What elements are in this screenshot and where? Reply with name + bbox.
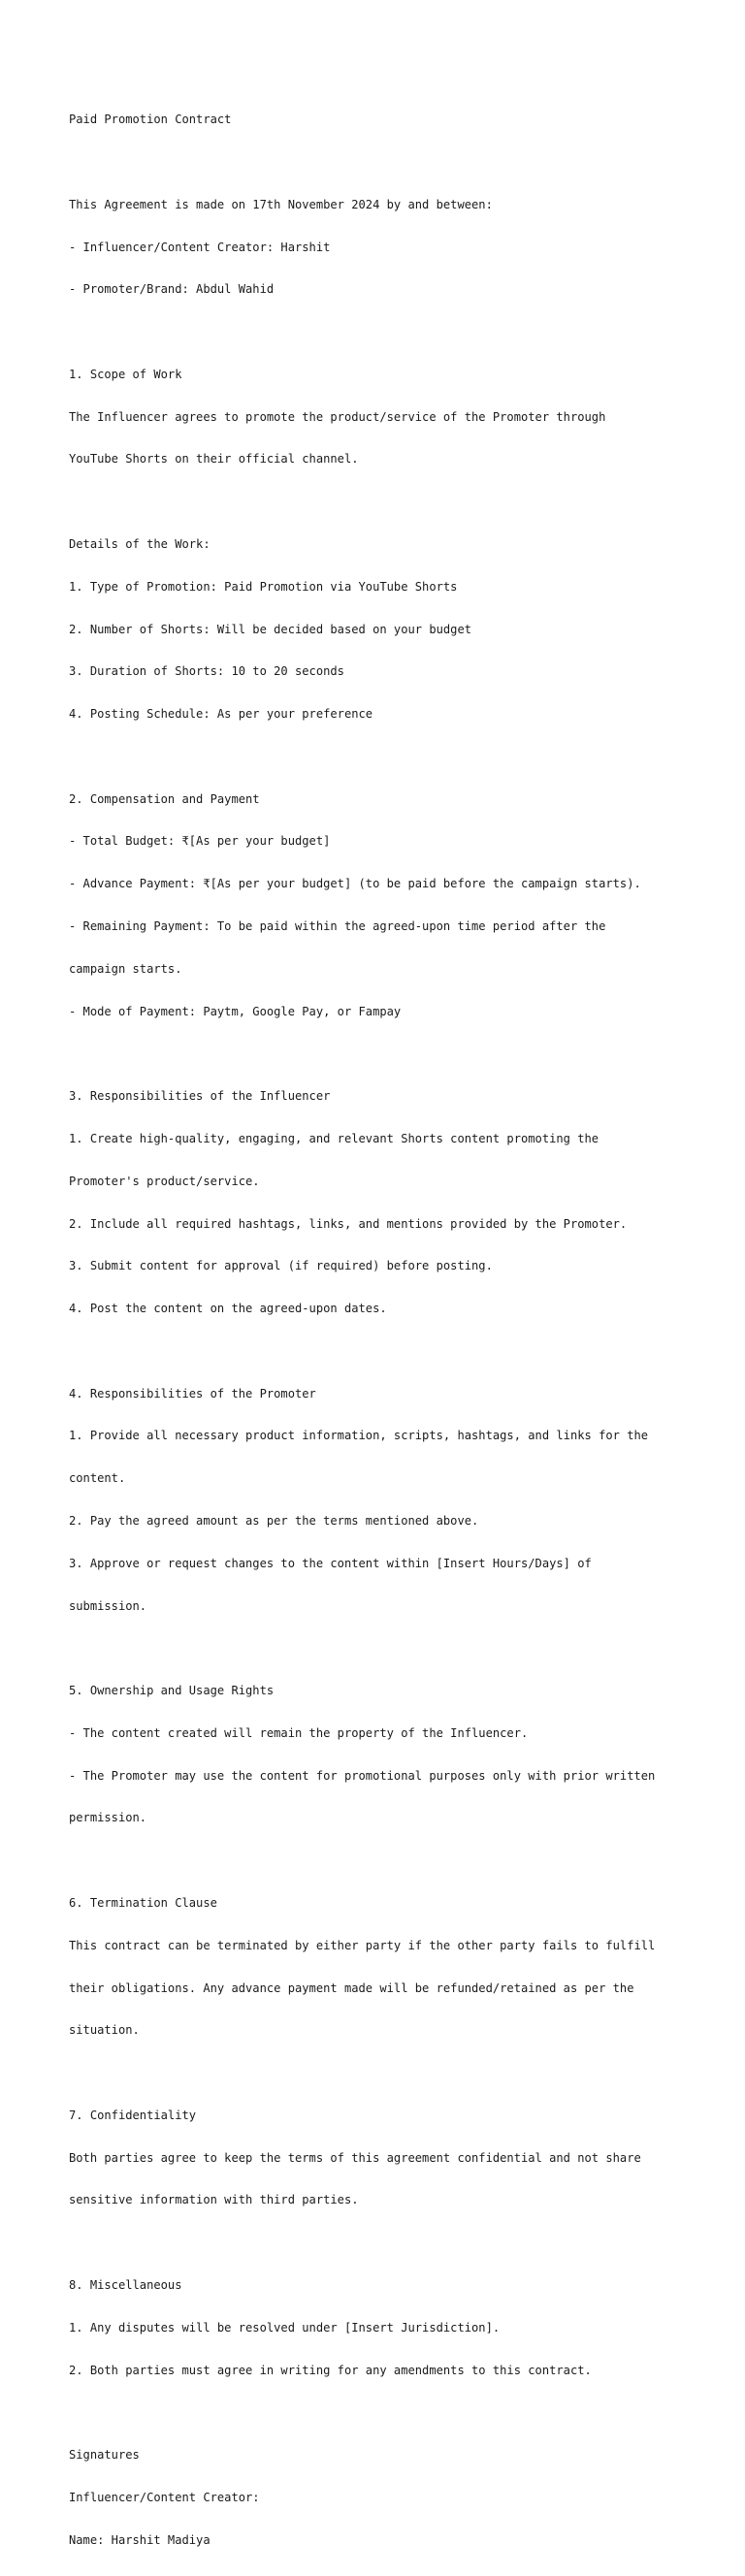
section-heading-scope: 1. Scope of Work [69,367,182,381]
list-item: - Advance Payment: ₹[As per your budget] (to be paid before the campaign starts). [69,877,641,891]
section-heading-confidentiality: 7. Confidentiality [69,2108,197,2122]
list-item: 3. Submit content for approval (if required) before posting. [69,1259,493,1273]
list-item: 1. Type of Promotion: Paid Promotion via YouTube Shorts [69,579,458,594]
paragraph-line: The Influencer agrees to promote the product/service of the Promoter through [69,409,606,424]
blank-line [69,2236,709,2250]
paragraph-line: Both parties agree to keep the terms of this agreement confidential and not share [69,2150,641,2165]
blank-line [69,2066,709,2080]
list-item: 1. Any disputes will be resolved under [Insert Jurisdiction]. [69,2320,501,2334]
agreement-intro: This Agreement is made on 17th November 2024 by and between: [69,197,493,211]
section-heading-promoter: 4. Responsibilities of the Promoter [69,1386,316,1401]
list-item: - Remaining Payment: To be paid within the agreed-upon time period after the [69,919,606,934]
blank-line [69,1344,709,1359]
list-item: - The content created will remain the property of the Influencer. [69,1725,529,1740]
section-heading-miscellaneous: 8. Miscellaneous [69,2278,182,2293]
list-item: - Mode of Payment: Paytm, Google Pay, or Fampay [69,1004,402,1018]
list-item: 2. Number of Shorts: Will be decided based on your budget [69,622,472,636]
party-promoter: - Promoter/Brand: Abdul Wahid [69,282,275,297]
blank-line [69,155,709,170]
blank-line [69,495,709,509]
list-item: - The Promoter may use the content for promotional purposes only with prior written [69,1768,656,1783]
party-influencer: - Influencer/Content Creator: Harshit [69,240,331,254]
list-item-continuation: Promoter's product/service. [69,1174,260,1188]
section-heading-termination: 6. Termination Clause [69,1896,217,1910]
list-item: 2. Both parties must agree in writing for any amendments to this contract. [69,2363,592,2377]
list-item: - Total Budget: ₹[As per your budget] [69,834,331,849]
blank-line [69,1046,709,1061]
section-heading-compensation: 2. Compensation and Payment [69,791,260,806]
list-item-continuation: permission. [69,1811,147,1825]
paragraph-line: situation. [69,2023,140,2038]
list-item-continuation: content. [69,1471,126,1486]
signature-name: Name: Harshit Madiya [69,2532,211,2547]
list-item: 3. Approve or request changes to the content within [Insert Hours/Days] of [69,1556,592,1570]
paragraph-line: YouTube Shorts on their official channel. [69,452,359,467]
list-item-continuation: campaign starts. [69,961,182,976]
blank-line [69,2405,709,2420]
list-item: 2. Pay the agreed amount as per the terms mentioned above. [69,1513,479,1528]
list-item-continuation: submission. [69,1598,147,1613]
section-heading-signatures: Signatures [69,2448,140,2463]
subsection-heading-details: Details of the Work: [69,537,211,551]
signature-role: Influencer/Content Creator: [69,2490,260,2504]
blank-line [69,325,709,339]
list-item: 2. Include all required hashtags, links, and mentions provided by the Promoter. [69,1216,628,1231]
list-item: 4. Post the content on the agreed-upon dates. [69,1302,387,1316]
document-title: Paid Promotion Contract [69,113,232,127]
list-item: 3. Duration of Shorts: 10 to 20 seconds [69,664,344,679]
blank-line [69,1641,709,1656]
paragraph-line: sensitive information with third parties. [69,2193,359,2207]
paragraph-line: their obligations. Any advance payment made will be refunded/retained as per the [69,1980,634,1995]
list-item: 4. Posting Schedule: As per your preference [69,707,373,722]
blank-line [69,1853,709,1868]
blank-line [69,750,709,764]
contract-text [69,84,709,2576]
section-heading-influencer: 3. Responsibilities of the Influencer [69,1089,331,1104]
paragraph-line: This contract can be terminated by either party if the other party fails to fulfill [69,1938,656,1952]
list-item: 1. Create high-quality, engaging, and relevant Shorts content promoting the [69,1131,599,1145]
section-heading-ownership: 5. Ownership and Usage Rights [69,1684,275,1698]
list-item: 1. Provide all necessary product information, scripts, hashtags, and links for the [69,1429,649,1443]
